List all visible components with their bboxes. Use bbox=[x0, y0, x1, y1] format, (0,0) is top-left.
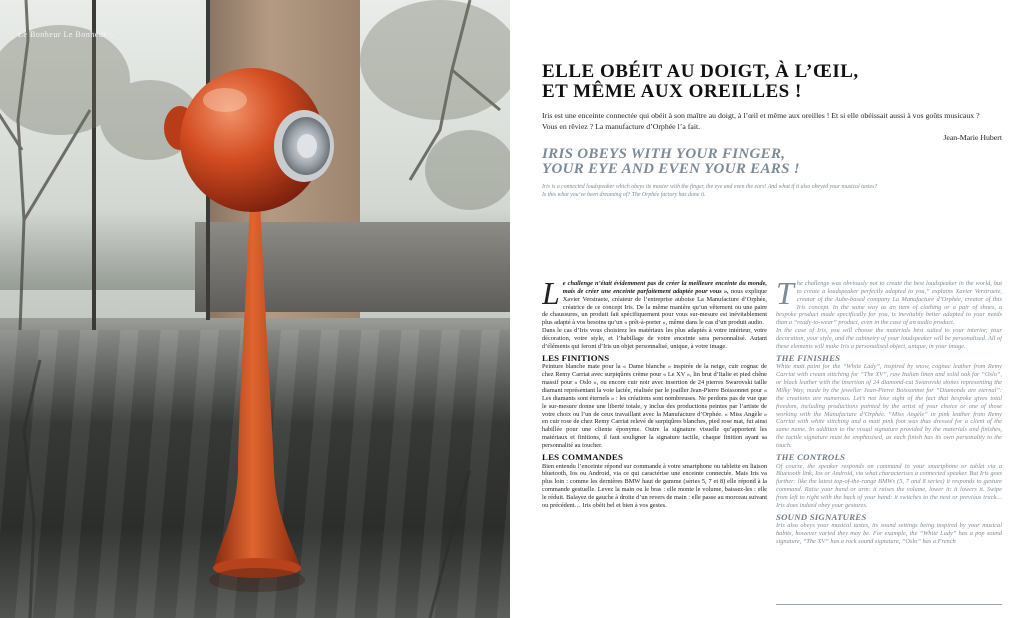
paragraph-text: nous explique Xavier Verstraete, créateur de l’entreprise auboise La Manufacture d’Orphée, créatrice de ce concept Iris. De la même manière qu’un vêtement ou une paire de chaussures, un produit fait spécifiquement pour vous sur-mesure est inévitablement plus adapté à vos besoins qu’un « prêt-à-porter », même dans le cas d’un produit audio. bbox=[542, 287, 767, 327]
english-column bbox=[776, 280, 1002, 610]
en-title-line-1: IRIS OBEYS WITH YOUR FINGER, bbox=[542, 146, 786, 162]
french-column bbox=[542, 280, 767, 610]
iris-speaker-illustration bbox=[0, 0, 510, 618]
section-heading-finishes: THE FINISHES bbox=[776, 352, 841, 363]
section-heading-finitions: LES FINITIONS bbox=[542, 352, 610, 363]
french-paragraph-2: Dans le cas d’Iris vous choisirez les matériaux les plus adaptés à votre intérieur, votre décoration, votre style, et l’habillage de votre enceinte sera personnalisé. Autant d’éléments qui feront d’Iris un objet personnalisé, unique, à votre image. bbox=[542, 327, 767, 350]
english-paragraph-controls: Of course, the speaker responds on command to your smartphone or tablet via a Bluetooth link, Ios or Android, via what characterises a connected speaker. But Iris goes further: like the latest top-of-the-range BMWs (5, 7 and 8 series) it responds to gesture command. Raise your hand or arm: it raises the volume, lower it: it lowers it. Swipe from left to right with the back of your hand: it switches to the next or previous track… Iris does indeed obey your gestures. bbox=[776, 462, 1002, 509]
english-title bbox=[542, 147, 982, 177]
article-title bbox=[542, 62, 962, 102]
page-number-label: Le Bonheur Le Bonheur ... bbox=[18, 30, 117, 39]
en-intro-line-2: Is this what you’ve been dreaming of? The Orphée factory has done it. bbox=[542, 192, 706, 198]
english-paragraph-1 bbox=[776, 280, 1002, 327]
french-paragraph-finitions: Peinture blanche mate pour la « Dame blanche » inspirée de la neige, cuir cognac de chez Remy Carriat avec surpiqûres crème pour « Le XV », lin brut d’Italie et pied chêne massif pour « Oslo », ou encore cuir noir avec insertion de 24 pierres Swarovski taille diamant représentant la voie lactée, réalisée par le joailler Jean-Pierre Boissonnet pour « Les diamants sont éternels » : les créations sont nombreuses. Ne perdons pas de vue que le sur-mesure donne une liberté totale, y inclus des productions peintes par l’artiste de votre choix ou l’un de ceux travaillant avec la Manufacture d’Orphée. « Miss Angèle » en cuir rose de chez Remy Carriat relevé de surpiqûres blanches, pied rose mat, fut ainsi habillée pour une cliente éponyme. Outre la signature visuelle qu’apportent les matériaux et finitions, il faut souligner la signature tactile, chaque finition ayant sa personnalité au toucher. bbox=[542, 363, 767, 449]
french-paragraph-1 bbox=[542, 280, 767, 327]
section-heading-commandes: LES COMMANDES bbox=[542, 451, 624, 462]
article-intro bbox=[542, 110, 1002, 132]
product-photo bbox=[0, 0, 510, 618]
intro-line-1: Iris est une enceinte connectée qui obéit à son maître au doigt, à l’œil et même aux oreilles ! Et si elle obéissait aussi à vos goûts musicaux ? bbox=[542, 111, 980, 120]
french-paragraph-commandes: Bien entendu l’enceinte répond sur commande à votre smartphone ou tablette en liaison bluetooth, Ios ou Android, via ce qui caractérise une enceinte connectée. Mais Iris va plus loin : comme les dernières BMW haut de gamme (séries 5, 7 et 8) elle répond à la commande gestuelle. Levez la main ou le bras : elle monte le volume, baissez-les : elle le réduit. Balayez de gauche à droite d’un revers de main : elle passe au morceau suivant ou précédent… Iris obéit bel et bien à vos gestes. bbox=[542, 462, 767, 509]
english-paragraph-2: In the case of Iris, you will choose the materials best suited to your interior, your decoration, your style, and the cabinetry of your loudspeaker will be personalised. All of these elements will make Iris a personalised object, unique, in your image. bbox=[776, 327, 1002, 350]
drop-cap: L bbox=[542, 280, 560, 311]
intro-line-2: Vous en rêviez ? La manufacture d’Orphée l’a fait. bbox=[542, 122, 701, 131]
drop-cap: T bbox=[776, 280, 794, 311]
english-paragraph-signatures: Iris also obeys your musical tastes, its sound settings being inspired by your musical habits, however varied they may be. For example, the “White Lady” has a pop sound signature, “The XV” has a rock sound signature, “Oslo” has a French bbox=[776, 522, 1002, 546]
english-paragraph-finishes: White matt paint for the “White Lady”, inspired by snow, cognac leather from Remy Carriat with cream stitching for “The XV”, raw Italian linen and solid oak for “Oslo”, or black leather with the insertion of 24 diamond-cut Swarovski stones representing the Milky Way, made by the jeweller Jean-Pierre Boissonnet for “Diamonds are eternal”: the creations are numerous. Let’s not lose sight of the fact that bespoke gives total freedom, including productions painted by the artist of your choice or one of those working with the Manufacture d’Orphée. “Miss Angèle” in pink leather from Remy Carriat with white stitching and a matt pink foot was thus dressed for a client of the same name. In addition to the visual signature provided by the materials and finishes, the tactile signature must be emphasised, as each finish has its own personality to the touch. bbox=[776, 363, 1002, 449]
paragraph-text: he challenge was obviously not to create the best loudspeaker in the world, but to create a loudspeaker perfectly adapted to you,” explains Xavier Verstraete, creator of the Aube-based company La Manufacture d’Orphée, creator of this Iris concept. In the same way as an item of clothing or a pair of shoes, a bespoke product made specifically for you, is inevitably better adapted to your needs than a “ready-to-wear” product, even in the case of an audio product. bbox=[776, 280, 1002, 327]
en-intro-line-1: Iris is a connected loudspeaker which obeys its master with the finger, the eye and even the ears! And what if it also obeyed your musical tastes? bbox=[542, 184, 878, 190]
title-line-1: ELLE OBÉIT AU DOIGT, À L’ŒIL, bbox=[542, 61, 859, 82]
section-heading-signatures: SOUND SIGNATURES bbox=[776, 511, 867, 522]
author-byline: Jean-Marie Hubert bbox=[943, 133, 1002, 142]
title-line-2: ET MÊME AUX OREILLES ! bbox=[542, 81, 802, 102]
lead-quote: e challenge n’était évidemment pas de créer la meilleure enceinte du monde, mais de créer une enceinte parfaitement adaptée pour vous », bbox=[562, 280, 767, 295]
article-page bbox=[520, 0, 1024, 618]
english-intro bbox=[542, 183, 962, 199]
en-title-line-2: YOUR EYE AND EVEN YOUR EARS ! bbox=[542, 161, 800, 177]
section-heading-controls: THE CONTROLS bbox=[776, 451, 846, 462]
column-divider-rule bbox=[776, 604, 1002, 605]
